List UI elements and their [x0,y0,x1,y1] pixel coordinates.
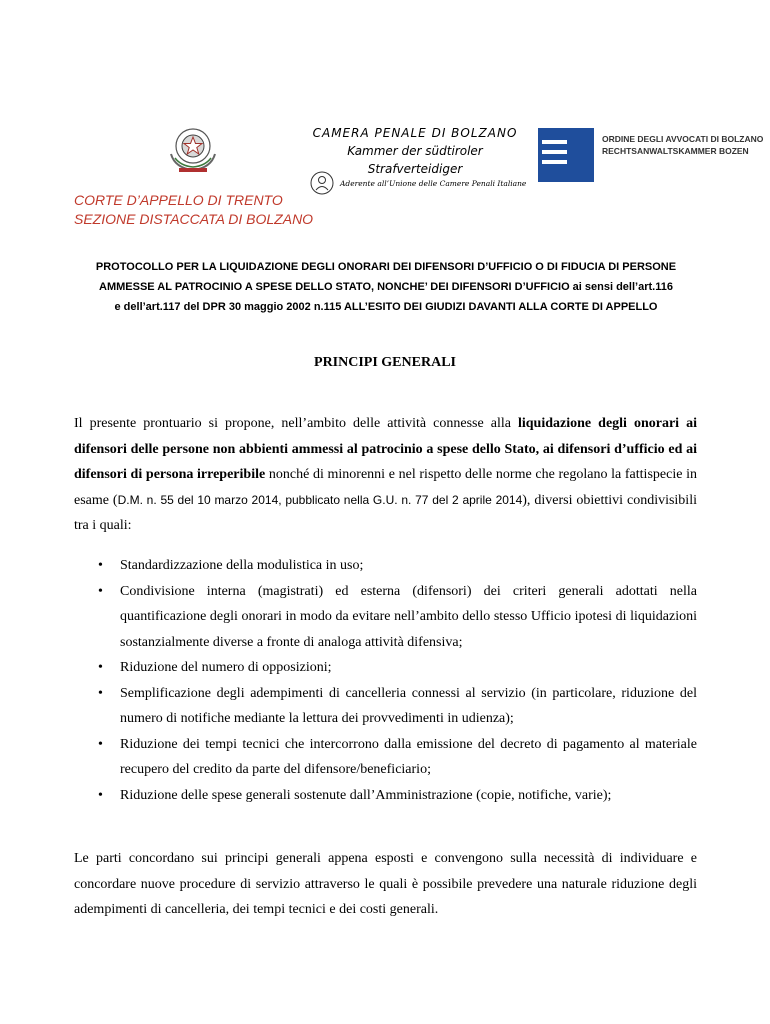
protocol-title-line-1: PROTOCOLLO PER LA LIQUIDAZIONE DEGLI ONORARI DEI DIFENSORI D’UFFICIO O DI FIDUCIA DI PERSONE [95,261,677,273]
camera-penale-logo [300,124,530,178]
intro-reference-text: D.M. n. 55 del 10 marzo 2014, pubblicato nella G.U. n. 77 del 2 aprile 2014 [117,492,523,507]
ordine-text [602,133,763,157]
camera-subtitle: Kammer der südtiroler Strafverteidiger [347,144,483,176]
intro-text-1: Il presente prontuario si propone, nell’ambito delle attività connesse alla [74,416,518,431]
camera-title: CAMERA PENALE DI BOLZANO [312,126,518,140]
bullet-icon: • [98,736,103,752]
ordine-line-1: ORDINE DEGLI AVVOCATI DI BOLZANO [602,134,764,144]
italian-republic-emblem-icon [165,124,221,174]
court-line-2: SEZIONE DISTACCATA DI BOLZANO [74,211,314,227]
protocol-title-line-3: e dell’art.117 del DPR 30 maggio 2002 n.115 ALL’ESITO DEI GIUDIZI DAVANTI ALLA CORTE DI APPELLO [114,301,658,313]
list-item [74,681,697,732]
list-item-text: Semplificazione degli adempimenti di cancelleria connessi al servizio (in particolare, riduzione del numero di notifiche mediante la lettura dei provvedimenti in udienza); [120,685,697,726]
ucpi-logo-icon [310,171,334,195]
court-line-1: CORTE D’APPELLO DI TRENTO [74,192,283,208]
section-heading: PRINCIPI GENERALI [314,355,456,370]
list-item-text: Riduzione dei tempi tecnici che intercorrono dalla emissione del decreto di pagamento al materiale recupero del credito da parte del difensore/beneficiario; [120,736,697,777]
intro-paragraph [74,411,697,539]
protocol-title-line-2: AMMESSE AL PATROCINIO A SPESE DELLO STATO, NONCHE’ DEI DIFENSORI D’UFFICIO ai sensi dell’art.116 [99,281,673,293]
ordine-line-2: RECHTSANWALTSKAMMER BOZEN [602,146,749,156]
bullet-icon: • [98,583,103,599]
objectives-list [74,553,697,808]
intro-text-2: nonché di minorenni e nel rispetto delle norme che regolano la fattispecie in esame ( [74,467,697,508]
bullet-icon: • [98,787,103,803]
list-item [74,579,697,656]
list-item-text: Condivisione interna (magistrati) ed esterna (difensori) dei criteri generali adottati nella quantificazione degli onorari in modo da evitare nell’ambito dello stesso Ufficio ipotesi di liquidazioni sostanzialmente diverse a fronte di analoga attività difensiva; [120,583,697,650]
court-heading [74,191,313,229]
list-item-text: Riduzione delle spese generali sostenute dall’Amministrazione (copie, notifiche, varie); [120,787,612,803]
bullet-icon: • [98,660,103,675]
bullet-icon: • [98,685,103,701]
intro-text-3: ), diversi obiettivi condivisibili tra i quali: [74,492,697,533]
protocol-title [66,257,706,317]
list-item-text: Standardizzazione della modulistica in uso; [120,558,364,573]
bullet-icon: • [98,558,103,573]
ordine-avvocati-logo-icon [538,128,594,182]
list-item [74,783,697,809]
closing-paragraph: Le parti concordano sui principi generali appena esposti e convengono sulla necessità di individuare e concordare nuove procedure di servizio attraverso le quali è possibile prevedere una naturale riduzione degli adempimenti di cancelleria, dei tempi tecnici e dei costi generali. [74,851,697,917]
list-item [74,553,697,579]
list-item [74,732,697,783]
intro-bold-text: liquidazione degli onorari ai difensori delle persone non abbienti ammessi al patrocinio a spese dello Stato, ai difensori d’ufficio ed ai difensori di persona irreperibile [74,416,698,482]
ucpi-badge [310,171,526,195]
list-item-text: Riduzione del numero di opposizioni; [120,660,332,675]
ucpi-text: Aderente all’Unione delle Camere Penali Italiane [340,178,527,188]
list-item [74,655,697,681]
